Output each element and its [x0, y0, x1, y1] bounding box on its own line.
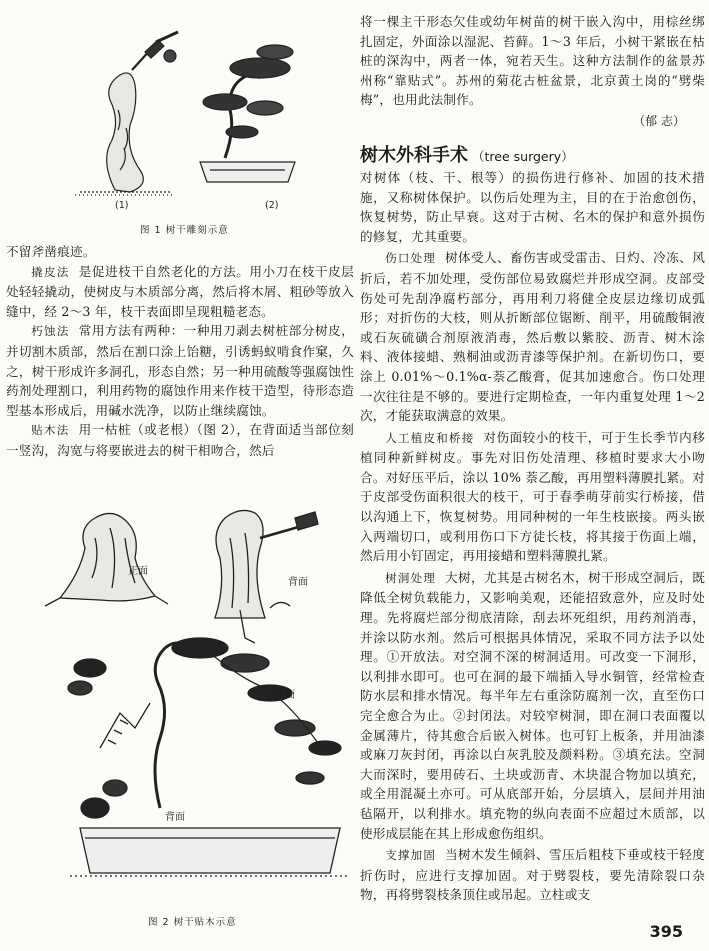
term-wound-treatment: 伤口处理 [385, 251, 437, 266]
right-column [360, 12, 705, 905]
term-bracing: 支撑加固 [385, 848, 437, 863]
figure-1-illustration [60, 30, 300, 200]
paragraph-decay-method: 朽蚀法 常用方法有两种：一种用刀剥去树桩部分树皮，并切割木质部，然后在割口涂上饴糖，引诱蚂蚁啃食作窠，久之，树干形成许多洞孔，形态自然；另一种用硫酸等强腐蚀性药剂处理割口，利用药物的腐蚀作用来作枝干造型，待形态造型基本形成后，用碱水洗净，以防止继续腐蚀。 [6, 323, 355, 418]
figure-1-sub-label-2: (2) [265, 200, 279, 211]
paragraph-bracing: 支撑加固 当树木发生倾斜、雪压后粗枝下垂或枝干轻度折伤时，应进行支撑加固。对于劈裂枝，要先清除裂口杂物，再将劈裂枝条顶住或吊起。立柱或支 [360, 847, 706, 903]
figure-2-label-front-1: 正面 [128, 566, 148, 577]
figure-1-caption: 图 1 树干雕刻示意 [140, 225, 229, 236]
term-decay-method: 朽蚀法 [31, 324, 70, 339]
paragraph-peel-method: 撬皮法 是促进枝干自然老化的方法。用小刀在枝干皮层处轻轻撬动，使树皮与木质部分离，然后将木屑、粗砂等放入缝中，经 2～3 年，枝干表面即呈现粗糙老态。 [6, 263, 355, 319]
entry-title: 树木外科手术 [360, 144, 468, 166]
figure-2-caption: 图 2 树干贴木示意 [148, 917, 237, 928]
paragraph-intro: 对树体（枝、干、根等）的损伤进行修补、加固的技术措施，又称树体保护。以伤后处理为主，目的在于治愈创伤，恢复树势，防止早衰。这对于古树、名木的保护和意外损伤的修复，尤其重要。 [360, 169, 705, 244]
page-number: 395 [649, 922, 683, 941]
paragraph-bark-grafting: 人工植皮和桥接 对伤面较小的枝干，可于生长季节内移植同种新鲜树皮。事先对旧伤处清理、移植时要求大小吻合。对好压平后，涂以 10% 萘乙酸，再用塑料薄膜扎紧。对于皮部受伤面积很大的枝干，可于春季萌芽前实行桥接，借以沟通上下，恢复树势。用同种树的一年生枝嵌接。两头嵌入两端切口，或利用伤口下方徒长枝，将其接于伤面上端，然后用小钉固定，再用接蜡和塑料薄膜扎紧。 [360, 429, 705, 564]
term-cavity-treatment: 树洞处理 [385, 570, 437, 585]
figure-1-sub-label-1: (1) [115, 200, 129, 211]
author-signature: （郁 志） [633, 113, 685, 128]
figure-2-label-back-2: 背面 [165, 812, 185, 823]
term-peel-method: 撬皮法 [31, 264, 70, 279]
entry-header [360, 145, 705, 168]
paragraph-continuation: 不留斧凿痕迹。 [6, 244, 96, 259]
paragraph-cavity-treatment: 树洞处理 大树，尤其是古树名木，树干形成空洞后，既降低全树负载能力，又影响美观，还能招致意外，应及时处理。先将腐烂部分彻底清除，刮去坏死组织，用药剂消毒，并涂以防水剂。然后可根据具体情况，采取不同方法予以处理。①开放法。对空洞不深的树洞适用。可改变一下洞形，以利排水即可。也可在洞的最下端插入导水铜管，经常检查防水层和排水情况。每半年左右重涂防腐剂一次，直至伤口完全愈合为止。②封闭法。对较窄树洞，即在洞口表面覆以金属薄片，待其愈合后嵌入树体。也可钉上板条，并用油漆或麻刀灰封闭，再涂以白灰乳胶及颜料粉。③填充法。空洞大而深时，要用砖石、土块或沥青、木块混合物加以填充，或全用混凝土亦可。可从底部开始，分层填入，层间并用油毡隔开，以利排水。填充物的纵向表面不应超过木质部，以使形成层能在其上形成愈伤组织。 [360, 569, 706, 841]
paragraph-wound-treatment: 伤口处理 树体受人、畜伤害或受雷击、日灼、冷冻、风折后，若不加处理，受伤部位易致腐烂并形成空洞。皮部受伤处可先刮净腐朽部分，再用利刀将健全皮层边缘切成弧形；对折伤的大枝，则从折断部位锯断、削平，用硫酸铜液或石灰硫磺合剂原液消毒，然后敷以紫胶、沥青、树木涂料、液体接蜡、熟桐油或沥青漆等保护剂。在新切伤口，要涂上 0.01%～0.1%α-萘乙酸膏，促其加速愈合。伤口处理一次往往是不够的。要进行定期检查，一年内重复处理 1～2 次，才能获取满意的效果。 [360, 250, 706, 424]
figure-2-label-front-2: 正面 [275, 690, 295, 701]
figure-2-label-back-1: 背面 [288, 577, 308, 588]
left-text-block [6, 242, 354, 461]
paragraph-graft-method: 贴木法 用一枯桩（或老根）（图 2），在背面适当部位刻一竖沟，沟宽与将要嵌进去的树干相吻合，然后 [6, 422, 354, 458]
paragraph-graft-continuation: 将一棵主干形态欠佳或幼年树苗的树干嵌入沟中，用棕丝绑扎固定，外面涂以湿泥、苔藓。1～3 年后，小树干紧嵌在枯桩的深沟中，两者一体，宛若天生。这种方法制作的盆景苏州称“靠贴式”。苏州的菊花古桩盆景，北京黄土岗的“劈柴梅”，也用此法制作。 [360, 14, 705, 108]
term-bark-grafting: 人工植皮和桥接 [385, 430, 475, 445]
entry-title-english: （tree surgery） [472, 148, 574, 164]
figure-2-illustration [40, 478, 350, 908]
term-graft-method: 贴木法 [31, 423, 70, 438]
